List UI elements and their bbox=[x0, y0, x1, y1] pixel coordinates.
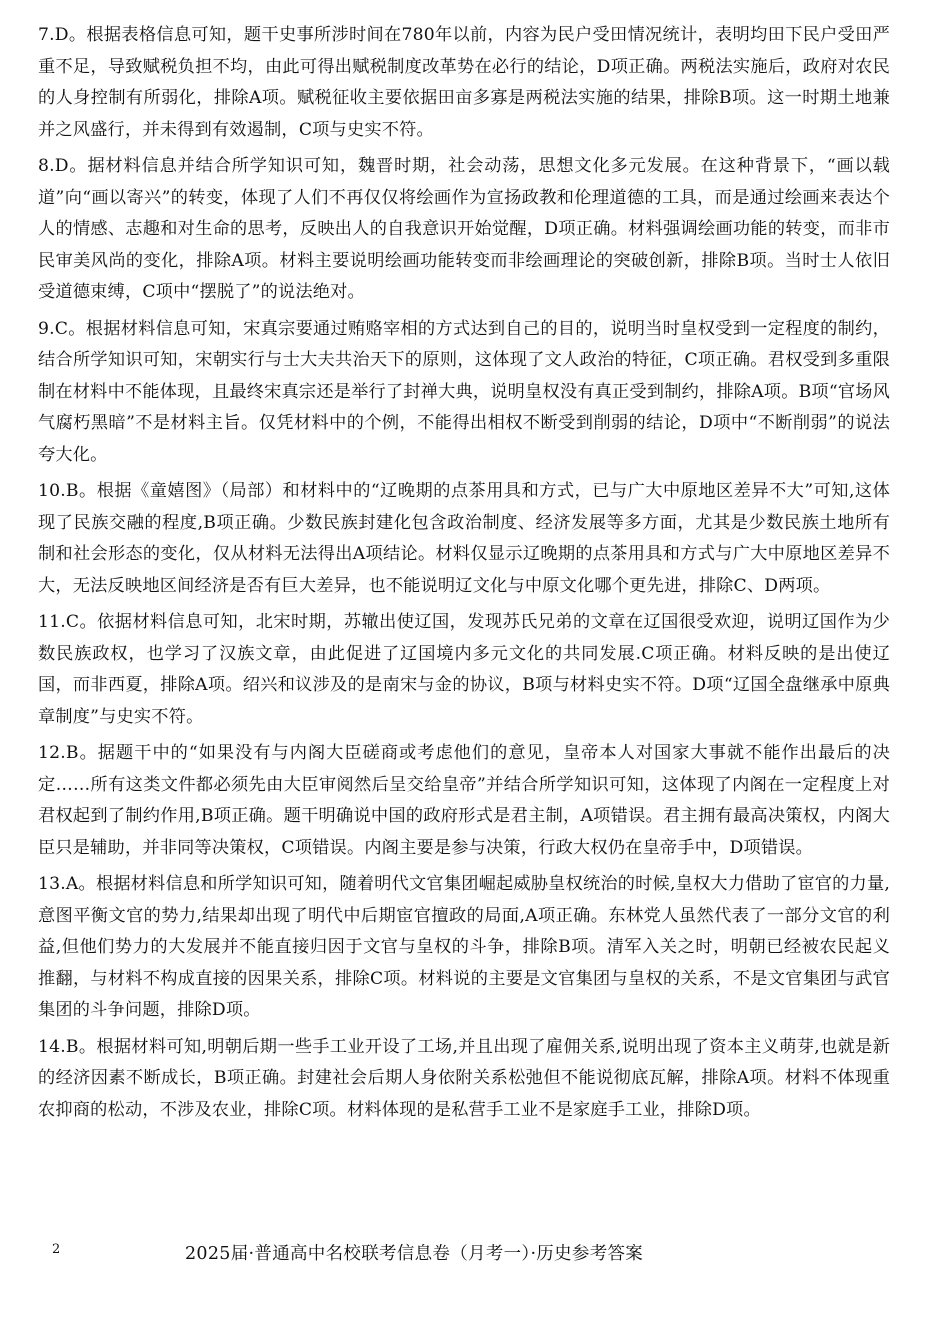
answer-8: 8.D。据材料信息并结合所学知识可知，魏晋时期，社会动荡，思想文化多元发展。在这种背景下，“画以载道”向“画以寄兴”的转变，体现了人们不再仅仅将绘画作为宣扬政教和伦理道德的工具，而是通过绘画来表达个人的情感、志趣和对生命的思考，反映出人的自我意识开始觉醒，D项正确。材料强调绘画功能的转变，而非市民审美风尚的变化，排除A项。材料主要说明绘画功能转变而非绘画理论的突破创新，排除B项。当时士人依旧受道德束缚，C项中“摆脱了”的说法绝对。 bbox=[38, 156, 890, 302]
footer-title: 2025届·普通高中名校联考信息卷（月考一）·历史参考答案 bbox=[185, 1244, 644, 1264]
page-footer bbox=[0, 1240, 950, 1270]
answer-list bbox=[38, 20, 890, 1131]
answer-11: 11.C。依据材料信息可知，北宋时期，苏辙出使辽国，发现苏氏兄弟的文章在辽国很受欢迎，说明辽国作为少数民族政权，也学习了汉族文章，由此促进了辽国境内多元文化的共同发展.C项正确。材料反映的是出使辽国，而非西夏，排除A项。绍兴和议涉及的是南宋与金的协议，B项与材料史实不符。D项“辽国全盘继承中原典章制度”与史实不符。 bbox=[38, 612, 890, 727]
answer-10: 10.B。根据《童嬉图》（局部）和材料中的“辽晚期的点茶用具和方式，已与广大中原地区差异不大”可知,这体现了民族交融的程度,B项正确。少数民族封建化包含政治制度、经济发展等多方面，尤其是少数民族土地所有制和社会形态的变化，仅从材料无法得出A项结论。材料仅显示辽晚期的点茶用具和方式与广大中原地区差异不大，无法反映地区间经济是否有巨大差异，也不能说明辽文化与中原文化哪个更先进，排除C、D两项。 bbox=[38, 481, 890, 596]
answer-14: 14.B。根据材料可知,明朝后期一些手工业开设了工场,并且出现了雇佣关系,说明出现了资本主义萌芽,也就是新的经济因素不断成长，B项正确。封建社会后期人身依附关系松弛但不能说彻底瓦解，排除A项。材料不体现重农抑商的松动，不涉及农业，排除C项。材料体现的是私营手工业不是家庭手工业，排除D项。 bbox=[38, 1036, 890, 1120]
answer-12: 12.B。据题干中的“如果没有与内阁大臣磋商或考虑他们的意见，皇帝本人对国家大事就不能作出最后的决定……所有这类文件都必须先由大臣审阅然后呈交给皇帝”并结合所学知识可知，这体现了内阁在一定程度上对君权起到了制约作用,B项正确。题干明确说中国的政府形式是君主制，A项错误。君主拥有最高决策权，内阁大臣只是辅助，并非同等决策权，C项错误。内阁主要是参与决策，行政大权仍在皇帝手中，D项错误。 bbox=[38, 743, 890, 858]
answer-9: 9.C。根据材料信息可知，宋真宗要通过贿赂宰相的方式达到自己的目的，说明当时皇权受到一定程度的制约，结合所学知识可知，宋朝实行与士大夫共治天下的原则，这体现了文人政治的特征，C项正确。君权受到多重限制在材料中不能体现，且最终宋真宗还是举行了封禅大典，说明皇权没有真正受到制约，排除A项。B项“官场风气腐朽黑暗”不是材料主旨。仅凭材料中的个例，不能得出相权不断受到削弱的结论，D项中“不断削弱”的说法夸大化。 bbox=[38, 318, 890, 465]
page-number: 2 bbox=[52, 1242, 61, 1257]
answer-13: 13.A。根据材料信息和所学知识可知，随着明代文官集团崛起威胁皇权统治的时候,皇权大力借助了宦官的力量,意图平衡文官的势力,结果却出现了明代中后期宦官擅政的局面,A项正确。东林党人虽然代表了一部分文官的利益,但他们势力的大发展并不能直接归因于文官与皇权的斗争，排除B项。清军入关之时，明朝已经被农民起义推翻，与材料不构成直接的因果关系，排除C项。材料说的主要是文官集团与皇权的关系，不是文官集团与武官集团的斗争问题，排除D项。 bbox=[38, 874, 890, 1020]
answer-7: 7.D。根据表格信息可知，题干史事所涉时间在780年以前，内容为民户受田情况统计，表明均田下民户受田严重不足，导致赋税负担不均，由此可得出赋税制度改革势在必行的结论，D项正确。两税法实施后，政府对农民的人身控制有所弱化，排除A项。赋税征收主要依据田亩多寡是两税法实施的结果，排除B项。这一时期土地兼并之风盛行，并未得到有效遏制，C项与史实不符。 bbox=[38, 25, 890, 140]
